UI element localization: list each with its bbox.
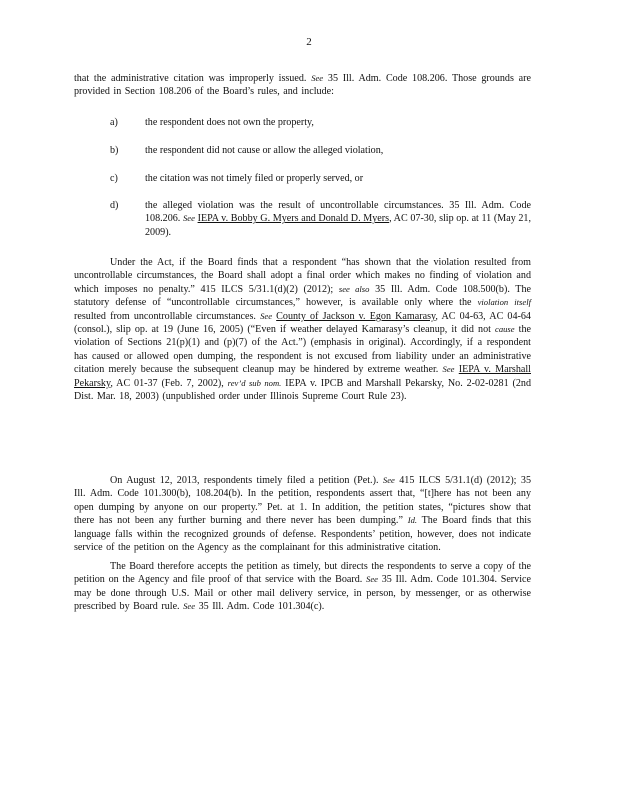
paragraph-intro [74, 72, 531, 99]
emphasis-itself: itself [514, 297, 531, 308]
text-span: 35 Ill. Adm. Code 108.206. Those grounds are provided in Section 108.206 of the Board’s rules, and include: [74, 73, 531, 98]
list-item-label: a) [110, 117, 118, 128]
text-span: 35 Ill. Adm. Code 101.304. Service may be done through U.S. Mail or other mail delivery service, in person, by messenger, or as otherwise prescribed by Board rule. [74, 574, 531, 613]
text-span: 415 ILCS 5/31.1(d) (2012); 35 Ill. Adm. Code 101.300(b), 108.204(b). In the petition, respondents assert that, “[t]here has not been any open dumping by anyone on our property.” Pet. at 1. In addition, the petition states, “pictures show that there has not been any further burning and there never has been dumping.” [74, 475, 531, 527]
signal-see: See [183, 601, 196, 612]
list-item-text [145, 199, 531, 239]
signal-see: See [260, 310, 273, 321]
signal-revd: rev’d sub nom. [227, 377, 282, 388]
paragraph-act [74, 256, 531, 403]
signal-see: See [366, 574, 378, 585]
text-span: The Board finds that this language falls within the recognized grounds of defense. Respondents’ petition, however, does not indicate service of the petition on the Agency as the complainant for this administrative citation. [74, 515, 531, 554]
text-span: Under the Act, if the Board finds that a respondent “has shown that the violation resulted from uncontrollable circumstances, the Board shall adopt a final order which makes no finding of violation and which imposes no penalty.” 415 ILCS 5/31.1(d)(2) (2012); [74, 257, 531, 295]
emphasis-cause: cause [495, 324, 515, 335]
list-item-label: c) [110, 173, 118, 184]
text-span: , AC 01-37 (Feb. 7, 2002), [110, 377, 228, 389]
text-span: 35 Ill. Adm. Code 101.304(c). [195, 601, 325, 613]
text-span: 35 Ill. Adm. Code 108.500(b). The statutory defense of “uncontrollable circumstances,” however, is available only where the [74, 283, 531, 309]
text-span: resulted from uncontrollable circumstances. [74, 310, 261, 322]
list-item-text: the citation was not timely filed or properly served, or [145, 173, 364, 184]
text-span: , AC 04-63, AC 04-64 (consol.), slip op. at 19 (June 16, 2005) (“Even if weather delayed Kamarasy’s cleanup, it did not [74, 310, 531, 336]
text-span: the violation of Sections 21(p)(1) and (p)(7) of the Act.”) (emphasis in original). Accordingly, if a respondent has caused or allowed open dumping, the respondent is not excused from liability under an administrative citation merely because the subsequent cleanup may be hindered by extreme weather. [74, 324, 531, 376]
emphasis-violation: violation [477, 297, 509, 308]
list-item-label: b) [110, 145, 119, 156]
list-item-label: d) [110, 200, 119, 211]
signal-see: See [182, 213, 195, 224]
signal-id: Id. [407, 515, 418, 526]
list-item-text: the respondent did not cause or allow the alleged violation, [145, 145, 384, 156]
text-span: that the administrative citation was improperly issued. [74, 73, 312, 84]
page-number: 2 [306, 36, 312, 48]
signal-see: See [311, 73, 324, 83]
list-item-text: the respondent does not own the property, [145, 117, 314, 128]
text-span: On August 12, 2013, respondents timely filed a petition (Pet.). [110, 475, 383, 486]
case-citation: IEPA v. Marshall Pekarsky [74, 364, 531, 389]
signal-see-also: see also [338, 283, 370, 294]
case-citation: County of Jackson v. Egon Kamarasy [276, 310, 436, 322]
text-span: The Board therefore accepts the petition as timely, but directs the respondents to serve a copy of the petition on the Agency and file proof of that service with the Board. [74, 561, 531, 586]
case-citation: IEPA v. Bobby G. Myers and Donald D. Myers [197, 213, 390, 225]
text-span: IEPA v. IPCB and Marshall Pekarsky, No. 2-02-0281 (2nd Dist. Mar. 18, 2003) (unpublished order under Illinois Supreme Court Rule 23). [74, 377, 532, 403]
text-span: , AC 07-30, slip op. at 11 (May 21, 2009). [145, 213, 532, 238]
paragraph-petition [74, 474, 531, 554]
signal-see: See [442, 364, 455, 375]
signal-see: See [382, 475, 395, 485]
text-span: the alleged violation was the result of uncontrollable circumstances. 35 Ill. Adm. Code 108.206. [145, 200, 531, 225]
paragraph-service [74, 560, 531, 614]
